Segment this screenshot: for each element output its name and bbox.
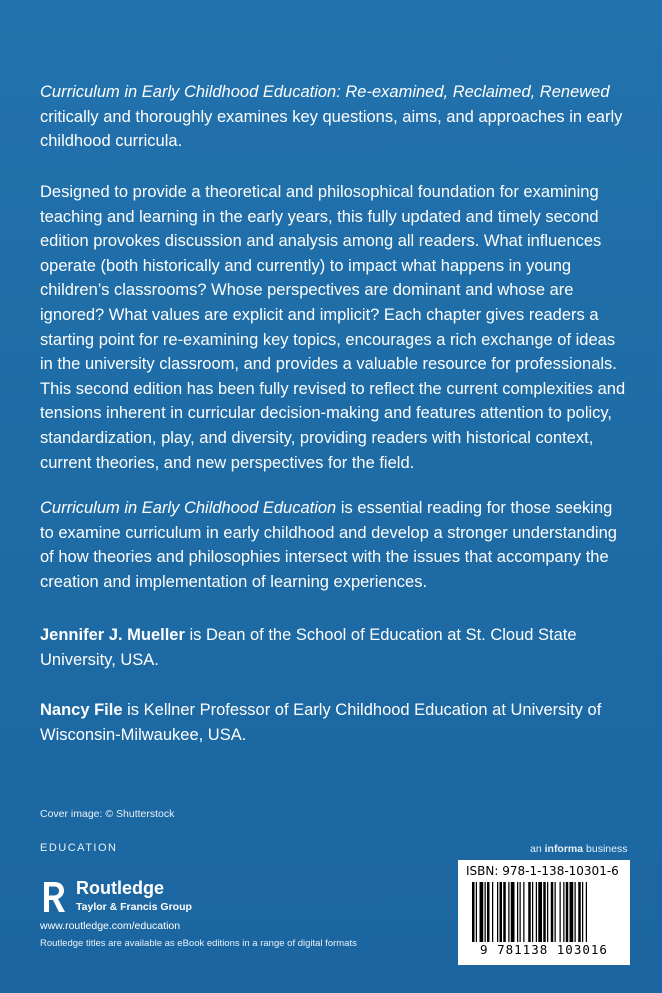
cover-credit: Cover image: © Shutterstock <box>40 808 175 820</box>
book-title-short-italic: Curriculum in Early Childhood Education <box>40 499 337 517</box>
barcode-stripe <box>570 882 574 942</box>
barcode-stripe <box>472 882 475 942</box>
blurb-intro <box>40 80 630 154</box>
author-name: Jennifer J. Mueller <box>40 626 185 644</box>
barcode-stripe <box>500 882 503 942</box>
barcode-stripe <box>566 882 569 942</box>
barcode-stripe <box>517 882 518 942</box>
barcode-stripe <box>485 882 486 942</box>
barcode-digits: 9 781138 103016 <box>480 942 608 957</box>
barcode-stripe <box>543 882 546 942</box>
author-name: Nancy File <box>40 701 123 719</box>
blurb-summary <box>40 496 630 594</box>
barcode-stripe <box>480 882 484 942</box>
author-bio <box>40 698 630 747</box>
publisher-name: Routledge <box>76 878 164 898</box>
barcode-stripe <box>487 882 490 942</box>
barcode-stripe <box>582 882 583 942</box>
publisher-url: www.routledge.com/education <box>40 920 181 932</box>
barcode-stripe <box>503 882 506 942</box>
isbn-label: ISBN: 978-1-138-10301-6 <box>466 864 619 878</box>
barcode-stripe <box>520 882 521 942</box>
routledge-r-icon <box>40 880 70 914</box>
blurb-summary-text: is essential reading for those seeking to examine curriculum in early childhood and develop a stronger understanding of how theories and philosophies intersect with the issues that accompany the creation and implementation of learning experiences. <box>40 499 617 591</box>
book-title-italic: Curriculum in Early Childhood Education: Re-examined, Reclaimed, Renewed <box>40 83 610 101</box>
informa-tagline: an informa business <box>530 843 628 855</box>
barcode-stripe <box>508 882 509 942</box>
barcode-stripe <box>551 882 554 942</box>
author-bio-text: is Dean of the School of Education at St. Cloud State University, USA. <box>40 626 577 669</box>
barcode-stripe <box>492 882 493 942</box>
barcode-stripe <box>497 882 498 942</box>
author-bio <box>40 623 630 672</box>
barcode-stripe <box>586 882 587 942</box>
barcode-stripe <box>578 882 581 942</box>
barcode-stripe <box>536 882 537 942</box>
barcode-stripe <box>476 882 477 942</box>
subject-category: EDUCATION <box>40 842 118 854</box>
barcode-stripe <box>575 882 576 942</box>
isbn-barcode <box>458 860 630 965</box>
barcode-stripe <box>538 882 542 942</box>
ebook-note: Routledge titles are available as eBook editions in a range of digital formats <box>40 938 357 949</box>
barcode-stripe <box>563 882 564 942</box>
barcode-stripe <box>555 882 556 942</box>
barcode-stripe <box>532 882 533 942</box>
barcode-stripe <box>528 882 531 942</box>
author-bio-text: is Kellner Professor of Early Childhood Education at University of Wisconsin-Milwaukee, USA. <box>40 701 602 744</box>
barcode-stripe <box>547 882 548 942</box>
publisher-tagline: Taylor & Francis Group <box>76 901 192 913</box>
blurb-intro-text: critically and thoroughly examines key questions, aims, and approaches in early childhood curricula. <box>40 107 623 151</box>
blurb-description: Designed to provide a theoretical and philosophical foundation for examining teaching and learning in the early years, this fully updated and timely second edition provokes discussion and analysis among all readers. What influences operate (both historically and currently) to impact what happens in young children’s classrooms? Whose perspectives are dominant and whose are ignored? What values are explicit and implicit? Each chapter gives readers a starting point for re-examining key topics, encourages a rich exchange of ideas in the university classroom, and provides a valuable resource for professionals. This second edition has been fully revised to reflect the current complexities and tensions inherent in curricular decision-making and features attention to policy, standardization, play, and diversity, providing readers with historical context, current theories, and new perspectives for the field. <box>40 183 626 472</box>
informa-wordmark: informa <box>544 843 584 855</box>
barcode-stripe <box>560 882 561 942</box>
barcode-stripe <box>523 882 524 942</box>
barcode-stripe <box>511 882 515 942</box>
barcode-bars <box>472 882 622 942</box>
